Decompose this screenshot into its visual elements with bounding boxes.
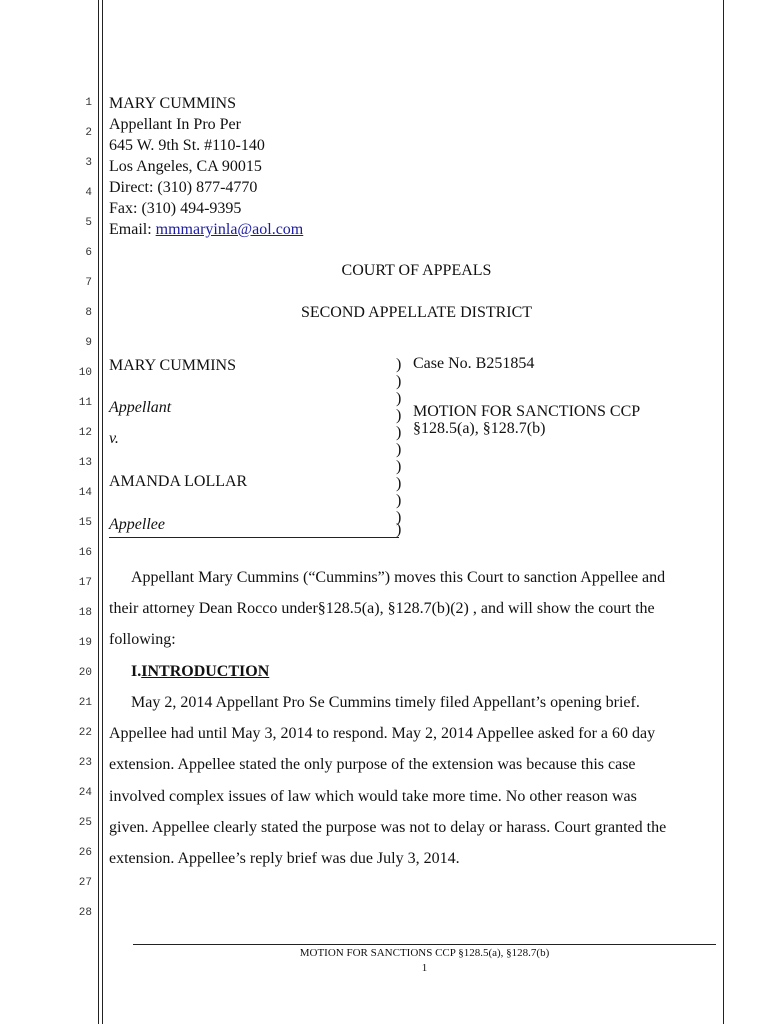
line-number: 25 xyxy=(78,817,92,829)
filer-address-line-2: Los Angeles, CA 90015 xyxy=(109,158,262,175)
caption-paren: ) xyxy=(396,458,402,475)
body-line: extension. Appellee stated the only purpose of the extension was because this case xyxy=(109,756,636,773)
line-number: 4 xyxy=(85,187,92,199)
line-number: 16 xyxy=(78,547,92,559)
filer-email-line xyxy=(109,220,303,240)
body-line: given. Appellee clearly stated the purpose was not to delay or harass. Court granted the xyxy=(109,819,667,836)
line-number: 8 xyxy=(85,307,92,319)
line-number: 20 xyxy=(78,667,92,679)
body-line: their attorney Dean Rocco under§128.5(a), §128.7(b)(2) , and will show the court the xyxy=(109,600,655,617)
left-margin-rule-outer xyxy=(98,0,99,1024)
line-number: 7 xyxy=(85,277,92,289)
line-number: 1 xyxy=(85,97,92,109)
motion-title-line-2: §128.5(a), §128.7(b) xyxy=(413,420,546,437)
left-margin-rule-inner xyxy=(102,0,103,1024)
footer-title: MOTION FOR SANCTIONS CCP §128.5(a), §128.7(b) xyxy=(299,947,550,959)
line-number: 12 xyxy=(78,427,92,439)
caption-paren: ) xyxy=(396,356,402,373)
body-line: Appellee had until May 3, 2014 to respond. May 2, 2014 Appellee asked for a 60 day xyxy=(109,725,656,742)
line-number: 9 xyxy=(85,337,92,349)
line-number: 17 xyxy=(78,577,92,589)
court-title: COURT OF APPEALS xyxy=(341,262,492,279)
caption-paren: ) xyxy=(396,390,402,407)
line-number: 23 xyxy=(78,757,92,769)
caption-underline xyxy=(109,537,399,538)
caption-party-appellant: MARY CUMMINS xyxy=(109,357,236,374)
footer-rule xyxy=(133,944,716,945)
caption-paren: ) xyxy=(396,492,402,509)
line-number: 2 xyxy=(85,127,92,139)
line-number: 5 xyxy=(85,217,92,229)
line-number: 22 xyxy=(78,727,92,739)
caption-appellant-role: Appellant xyxy=(109,399,172,416)
court-district: SECOND APPELLATE DISTRICT xyxy=(300,304,533,321)
caption-paren: ) xyxy=(396,509,402,526)
line-number: 18 xyxy=(78,607,92,619)
line-number: 14 xyxy=(78,487,92,499)
footer-page-number: 1 xyxy=(421,962,428,974)
section-title: INTRODUCTION xyxy=(141,663,270,680)
line-number: 13 xyxy=(78,457,92,469)
line-number: 15 xyxy=(78,517,92,529)
case-number: Case No. B251854 xyxy=(413,355,535,372)
caption-appellee-role: Appellee xyxy=(109,516,165,533)
caption-paren: ) xyxy=(396,424,402,441)
motion-title-line-1: MOTION FOR SANCTIONS CCP xyxy=(413,403,641,420)
line-number: 19 xyxy=(78,637,92,649)
caption-paren: ) xyxy=(396,373,402,390)
body-line: involved complex issues of law which would take more time. No other reason was xyxy=(109,788,637,805)
caption-paren: ) xyxy=(396,521,402,538)
line-number: 27 xyxy=(78,877,92,889)
section-heading xyxy=(131,663,269,681)
filer-direct-phone: Direct: (310) 877-4770 xyxy=(109,179,258,196)
body-line: Appellant Mary Cummins (“Cummins”) moves this Court to sanction Appellee and xyxy=(131,569,666,586)
line-number: 21 xyxy=(78,697,92,709)
body-line: extension. Appellee’s reply brief was due July 3, 2014. xyxy=(109,850,460,867)
email-label: Email: xyxy=(109,221,156,238)
line-number: 3 xyxy=(85,157,92,169)
section-number: I. xyxy=(131,663,142,680)
filer-role: Appellant In Pro Per xyxy=(109,116,241,133)
filer-address-line-1: 645 W. 9th St. #110-140 xyxy=(109,137,265,154)
filer-fax: Fax: (310) 494-9395 xyxy=(109,200,242,217)
caption-versus: v. xyxy=(109,430,119,447)
filer-name: MARY CUMMINS xyxy=(109,95,236,112)
caption-paren: ) xyxy=(396,441,402,458)
caption-paren: ) xyxy=(396,407,402,424)
line-number: 28 xyxy=(78,907,92,919)
line-number: 10 xyxy=(78,367,92,379)
caption-party-appellee: AMANDA LOLLAR xyxy=(109,473,248,490)
email-link[interactable]: mmmaryinla@aol.com xyxy=(155,221,304,238)
right-margin-rule xyxy=(723,0,724,1024)
line-number: 6 xyxy=(85,247,92,259)
caption-paren: ) xyxy=(396,475,402,492)
line-number: 26 xyxy=(78,847,92,859)
line-number: 24 xyxy=(78,787,92,799)
body-line: May 2, 2014 Appellant Pro Se Cummins timely filed Appellant’s opening brief. xyxy=(131,694,640,711)
line-number: 11 xyxy=(78,397,92,409)
body-line: following: xyxy=(109,631,176,648)
